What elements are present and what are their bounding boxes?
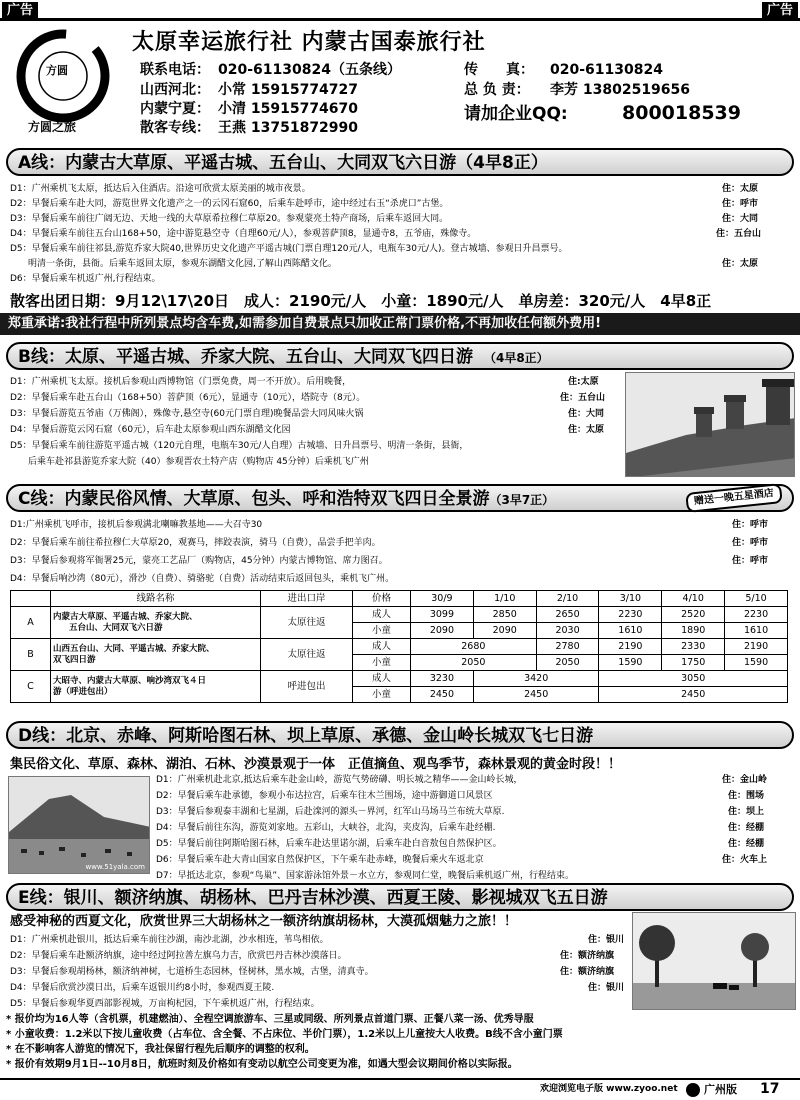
price-cell: 2050 xyxy=(411,655,537,671)
fax-label: 传 真： xyxy=(464,62,534,78)
line-b-banner xyxy=(6,342,794,370)
row-key: C xyxy=(11,671,51,703)
line-b-title: B线：太原、平遥古城、乔家大院、五台山、大同双飞四日游 （4早8正） xyxy=(18,347,549,367)
line-e-banner xyxy=(6,883,794,911)
row-port: 太原往返 xyxy=(261,639,353,671)
note-4: * 报价有效期9月1日--10月8日，航班时刻及价格如有变动以航空公司变更为准，如遇大型会议期间价格以实际报。 xyxy=(6,1059,518,1070)
line-c-stay-1: 住：呼市 xyxy=(732,520,769,530)
line-c-day-1: D1:广州乘机飞呼市，接机后参观满北喇嘛教基地——大召寺30 xyxy=(10,520,263,530)
line-a-day-3: D3：早餐后乘车前往广阔无边、天地一线的大草原希拉穆仁草原20。参观蒙亮土特产商场，后乘车返回大同。 xyxy=(10,214,449,224)
line-d-banner xyxy=(6,721,794,749)
ad-tag-left: 广告 xyxy=(2,2,38,20)
line-c-day-3: D3：早餐后参观将军衙署25元，蒙亮工艺品厂（购物店，45分钟）内蒙古博物馆、席力图召。 xyxy=(10,556,388,566)
page-footer xyxy=(0,1078,800,1100)
line-a-stay-2: 住：呼市 xyxy=(722,199,759,209)
line-a-banner xyxy=(6,148,794,176)
line-a-stay-3: 住：大同 xyxy=(722,214,759,224)
line-d-stay-3: 住：坝上 xyxy=(728,807,765,817)
promise-banner: 郑重承诺:我社行程中所列景点均含车费,如需参加自费景点只加收正常门票价格,不再加收任何额外费用! xyxy=(0,313,800,335)
line-a-day-1: D1：广州乘机飞太原，抵达后入住酒店。沿途可欣赏太原美丽的城市夜景。 xyxy=(10,184,311,194)
qq-label: 请加企业QQ: xyxy=(464,104,568,124)
price-cell: 2190 xyxy=(725,639,788,655)
adult-label: 成人 xyxy=(353,639,411,655)
neimeng-label: 内蒙宁夏： xyxy=(140,101,210,117)
line-b-stay-2: 住：五台山 xyxy=(560,393,606,403)
line-e-stay-3: 住：额济纳旗 xyxy=(560,967,615,977)
line-a-day-6: D6：早餐后乘车机返广州,行程结束。 xyxy=(10,274,161,284)
row-port: 呼进包出 xyxy=(261,671,353,703)
logo-caption: 方圆之旅 xyxy=(28,120,77,134)
line-b-day-5: D5：早餐后乘车前往游览平遥古城（120元自理，电瓶车30元/人自理）古城墙、日升昌票号、明清一条街，县衙， xyxy=(10,441,469,451)
shanxi-label: 山西河北： xyxy=(140,82,210,98)
line-c-stay-3: 住：呼市 xyxy=(732,556,769,566)
line-d-stay-1: 住：金山岭 xyxy=(722,775,768,785)
line-a-day-5b: 明清一条街，县衙。后乘车返回太原，参观东湖醋文化园,了解山西陈醋文化。 xyxy=(10,259,337,269)
price-cell: 2450 xyxy=(473,687,599,703)
walkin-contact: 王燕 13751872990 xyxy=(218,120,359,136)
line-d-stay-4: 住：经棚 xyxy=(728,823,765,833)
child-label: 小童 xyxy=(353,687,411,703)
line-d-stay-2: 住：围场 xyxy=(728,791,765,801)
line-c-day-2: D2：早餐后乘车前往希拉穆仁大草原20，观赛马，摔跤表演，骑马（自费），品尝手把羊肉。 xyxy=(10,538,381,548)
walkin-label: 散客专线： xyxy=(140,120,210,136)
manager-label: 总 负 责： xyxy=(464,82,530,98)
price-cell: 2680 xyxy=(411,639,537,655)
line-b-stay-1: 住:太原 xyxy=(568,377,599,387)
line-d-day-3: D3：早餐后参观泰丰湖和七星湖，后赴滦河的源头－界河，红军山马场马兰布统大草原. xyxy=(156,807,505,817)
adult-label: 成人 xyxy=(353,607,411,623)
line-e-day-4: D4：早餐后欣赏沙漠日出，后乘车返银川约8小时，参观西夏王陵. xyxy=(10,983,275,993)
price-cell: 1610 xyxy=(725,623,788,639)
desert-tree-photo xyxy=(632,912,796,1010)
line-e-stay-1: 住：银川 xyxy=(588,935,625,945)
line-a-day-2: D2：早餐后乘车赴大同，游览世界文化遗产之一的云冈石窟60，后乘车赴呼市，途中经过右玉“杀虎口”古堡。 xyxy=(10,199,449,209)
line-b-day-2: D2：早餐后乘车赴五台山（168+50）菩萨顶（6元），显通寺（10元），塔院寺（8元）。 xyxy=(10,393,366,403)
line-c-title: C线：内蒙民俗风情、大草原、包头、呼和浩特双飞四日全景游（3早7正） xyxy=(18,489,555,509)
line-a-day-5: D5：早餐后乘车前往祁县,游览乔家大院40,世界历史文化遗产平遥古城(门票自理120元/人，电瓶车30元/人)。登古城墙、参观日升昌票号。 xyxy=(10,244,568,254)
price-cell: 1610 xyxy=(599,623,662,639)
line-d-title: D线：北京、赤峰、阿斯哈图石林、坝上草原、承德、金山岭长城双飞七日游 xyxy=(18,726,594,746)
line-e-day-2: D2：早餐后乘车赴额济纳旗，途中经过阿拉善左旗乌力吉，欣赏巴丹吉林沙漠落日。 xyxy=(10,951,347,961)
line-e-title: E线：银川、额济纳旗、胡杨林、巴丹吉林沙漠、西夏王陵、影视城双飞五日游 xyxy=(18,888,608,908)
price-cell: 2090 xyxy=(473,623,536,639)
price-cell: 2850 xyxy=(473,607,536,623)
logo-mark-text: 方圆 xyxy=(46,64,68,77)
agency-title: 太原幸运旅行社 内蒙古国泰旅行社 xyxy=(132,30,486,55)
line-a-day-4: D4：早餐后乘车前往五台山168+50，途中游览悬空寺（自理60元/人），参观菩萨顶8，显通寺8，五爷庙，殊像寺。 xyxy=(10,229,477,239)
agency-logo xyxy=(8,26,118,136)
line-a-stay-5: 住：太原 xyxy=(722,259,759,269)
th-date-1: 30/9 xyxy=(411,591,474,607)
row-route: 山西五台山、大同、平遥古城、乔家大院、 双飞四日游 xyxy=(51,639,261,671)
price-cell: 2030 xyxy=(536,623,599,639)
line-d-slogan: 集民俗文化、草原、森林、湖泊、石林、沙漠景观于一体 正值摘鱼、观鸟季节，森林景观的黄金时段！！ xyxy=(10,757,622,772)
price-cell: 2650 xyxy=(536,607,599,623)
row-key: A xyxy=(11,607,51,639)
ad-tag-right: 广告 xyxy=(762,2,798,20)
note-1: * 报价均为16人等（含机票，机建燃油）、全程空调旅游车、三星或同级、所列景点首道门票、正餐八菜一汤、优秀导服 xyxy=(6,1014,534,1025)
note-3: * 在不影响客人游览的情况下，我社保留行程先后顺序的调整的权利。 xyxy=(6,1044,315,1055)
line-d-stay-6: 住：火车上 xyxy=(722,855,768,865)
line-a-departure-prices: 散客出团日期：9月12\17\20日 成人：2190元/人 小童：1890元/人 单房差：320元/人 4早8正 xyxy=(10,292,712,310)
th-date-2: 1/10 xyxy=(473,591,536,607)
row-key: B xyxy=(11,639,51,671)
line-a-title: A线：内蒙古大草原、平遥古城、五台山、大同双飞六日游（4早8正） xyxy=(18,153,548,173)
qq-number: 800018539 xyxy=(622,102,741,124)
price-cell: 2230 xyxy=(725,607,788,623)
price-cell: 3420 xyxy=(473,671,599,687)
row-route: 内蒙古大草原、平遥古城、乔家大院、 五台山、大同双飞六日游 xyxy=(51,607,261,639)
row-port: 太原往返 xyxy=(261,607,353,639)
child-label: 小童 xyxy=(353,623,411,639)
price-cell: 3099 xyxy=(411,607,474,623)
line-b-stay-3: 住：大同 xyxy=(568,409,605,419)
line-e-stay-4: 住：银川 xyxy=(588,983,625,993)
phone-number: 020-61130824（五条线） xyxy=(218,62,401,78)
price-cell: 2450 xyxy=(599,687,788,703)
th-date-3: 2/10 xyxy=(536,591,599,607)
line-e-slogan: 感受神秘的西夏文化，欣赏世界三大胡杨林之一额济纳旗胡杨林，大漠孤烟魅力之旅！！ xyxy=(10,914,518,929)
price-cell: 2780 xyxy=(536,639,599,655)
table-row xyxy=(11,607,788,623)
th-date-5: 4/10 xyxy=(662,591,725,607)
fax-number: 020-61130824 xyxy=(550,62,663,78)
grassland-photo xyxy=(8,776,150,874)
manager-contact: 李芳 13802519656 xyxy=(550,82,691,98)
shanxi-contact: 小常 15915774727 xyxy=(218,82,359,98)
footer-website: 欢迎浏览电子版 www.zyoo.net xyxy=(540,1084,678,1094)
edition-logo-icon xyxy=(686,1083,700,1097)
line-b-day-5b: 后乘车赴祁县游览乔家大院（40）参观晋农土特产店（购物店 45分钟）后乘机飞广州 xyxy=(10,457,369,467)
footer-edition: 广州版 xyxy=(704,1083,737,1096)
line-d-day-4: D4：早餐后前往东沟，游览刘家地。五彩山，大峡谷，北沟，夹皮沟，后乘车赴经棚. xyxy=(156,823,496,833)
city-wall-photo xyxy=(625,372,795,477)
line-d-day-6: D6：早餐后乘车赴大青山国家自然保护区，下午乘车赴赤峰，晚餐后乘火车返北京 xyxy=(156,855,484,865)
page-number: 17 xyxy=(760,1081,780,1097)
th-date-4: 3/10 xyxy=(599,591,662,607)
line-e-day-1: D1：广州乘机赴银川，抵达后乘车前往沙湖，南沙北湖，沙水相连，苇鸟相依。 xyxy=(10,935,329,945)
price-cell: 2330 xyxy=(662,639,725,655)
top-rule xyxy=(0,18,800,21)
line-b-day-1: D1：广州乘机飞太原。接机后参观山西博物馆（门票免费，周一不开放）。后用晚餐， xyxy=(10,377,352,387)
line-d-day-2: D2：早餐后乘车赴承德，参观小布达拉宫，后乘车往木兰围场，途中游御道口风景区 xyxy=(156,791,493,801)
adult-label: 成人 xyxy=(353,671,411,687)
table-row xyxy=(11,671,788,687)
price-cell: 1590 xyxy=(599,655,662,671)
note-2: * 小童收费：1.2米以下按儿童收费（占车位、含全餐、不占床位、半价门票），1.2米以上儿童按大人收费。B线不含小童门票 xyxy=(6,1029,563,1040)
th-port: 进出口岸 xyxy=(261,591,353,607)
child-label: 小童 xyxy=(353,655,411,671)
line-b-day-3: D3：早餐后游览五爷庙（万佛阁），殊像寺,悬空寺(60元门票自理)晚餐品尝大同风味火锅 xyxy=(10,409,364,419)
line-c-banner xyxy=(6,484,794,512)
price-cell: 1590 xyxy=(725,655,788,671)
photo-watermark: www.51yala.com xyxy=(85,862,145,871)
th-date-6: 5/10 xyxy=(725,591,788,607)
line-d-day-1: D1：广州乘机赴北京,抵达后乘车赴金山岭，游览气势磅礴、明长城之精华——金山岭长城， xyxy=(156,775,523,785)
line-c-day-4: D4：早餐后响沙湾（80元），滑沙（自费）、骑骆驼（自费）活动结束后返回包头，乘机飞广州。 xyxy=(10,574,395,584)
price-cell: 3230 xyxy=(411,671,474,687)
line-d-stay-5: 住：经棚 xyxy=(728,839,765,849)
phone-label: 联系电话： xyxy=(140,62,210,78)
line-d-day-7: D7：早抵达北京，参观“鸟巢”、国家游泳馆外景－水立方，参观同仁堂，晚餐后乘机返广州，行程结束。 xyxy=(156,871,574,881)
price-cell: 2450 xyxy=(411,687,474,703)
price-table xyxy=(10,590,788,703)
line-a-stay-4: 住：五台山 xyxy=(716,229,762,239)
price-table-header xyxy=(11,591,788,607)
price-cell: 2050 xyxy=(536,655,599,671)
price-cell: 1890 xyxy=(662,623,725,639)
table-row xyxy=(11,639,788,655)
line-b-day-4: D4：早餐后游览云冈石窟（60元），后车赴太原参观山西东湖醋文化园 xyxy=(10,425,291,435)
line-e-stay-2: 住：额济纳旗 xyxy=(560,951,615,961)
line-c-stay-2: 住：呼市 xyxy=(732,538,769,548)
row-route: 大昭寺、内蒙古大草原、响沙湾双飞４日 游（呼进包出） xyxy=(51,671,261,703)
line-a-stay-1: 住：太原 xyxy=(722,184,759,194)
line-e-day-3: D3：早餐后参观胡杨林，额济纳神树，七道桥生态园林，怪树林，黑水城，古堡，清真寺。 xyxy=(10,967,374,977)
th-route: 线路名称 xyxy=(51,591,261,607)
price-cell: 3050 xyxy=(599,671,788,687)
bonus-hotel-badge: 赠送一晚五星酒店 xyxy=(685,483,783,513)
price-cell: 2090 xyxy=(411,623,474,639)
neimeng-contact: 小清 15915774670 xyxy=(218,101,359,117)
line-d-day-5: D5：早餐后前往阿斯哈图石林，后乘车赴达里诺尔湖，后乘车赴白音敖包自然保护区。 xyxy=(156,839,502,849)
th-price: 价格 xyxy=(353,591,411,607)
price-cell: 2520 xyxy=(662,607,725,623)
line-e-day-5: D5：早餐后参观华夏西部影视城，万亩枸杞园，下午乘机返广州，行程结束。 xyxy=(10,999,320,1009)
line-b-stay-4: 住：太原 xyxy=(568,425,605,435)
price-cell: 2230 xyxy=(599,607,662,623)
price-cell: 1750 xyxy=(662,655,725,671)
price-cell: 2190 xyxy=(599,639,662,655)
